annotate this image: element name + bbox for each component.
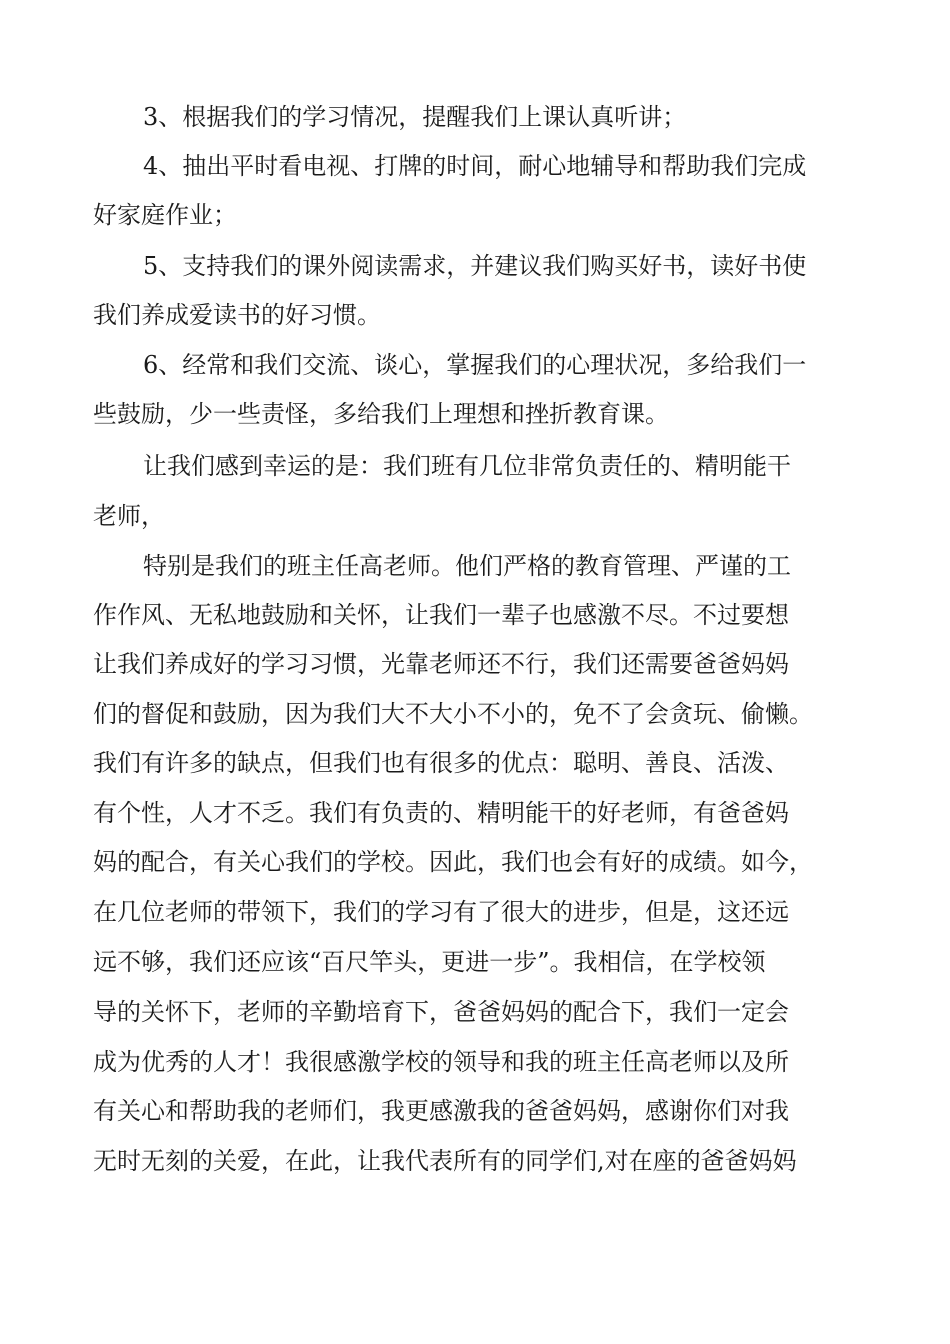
text-line: 好家庭作业； bbox=[93, 201, 237, 229]
text-line: 特别是我们的班主任高老师。他们严格的教育管理、严谨的工 bbox=[143, 552, 791, 580]
text-line: 导的关怀下，老师的辛勤培育下，爸爸妈妈的配合下，我们一定会 bbox=[93, 998, 789, 1026]
text-line: 些鼓励，少一些责怪，多给我们上理想和挫折教育课。 bbox=[93, 400, 669, 428]
text-line: 妈的配合，有关心我们的学校。因此，我们也会有好的成绩。如今， bbox=[93, 848, 813, 876]
text-line: 有个性，人才不乏。我们有负责的、精明能干的好老师，有爸爸妈 bbox=[93, 799, 789, 827]
text-line: 4、抽出平时看电视、打牌的时间，耐心地辅导和帮助我们完成 bbox=[143, 152, 807, 180]
text-line: 无时无刻的关爱，在此，让我代表所有的同学们,对在座的爸爸妈妈 bbox=[93, 1147, 797, 1175]
text-line: 成为优秀的人才！我很感激学校的领导和我的班主任高老师以及所 bbox=[93, 1048, 789, 1076]
text-line: 们的督促和鼓励，因为我们大不大小不小的，免不了会贪玩、偷懒。 bbox=[93, 700, 813, 728]
text-line: 我们有许多的缺点，但我们也有很多的优点：聪明、善良、活泼、 bbox=[93, 749, 789, 777]
text-line: 老师， bbox=[93, 502, 165, 530]
text-line: 作作风、无私地鼓励和关怀，让我们一辈子也感激不尽。不过要想 bbox=[93, 601, 789, 629]
text-line: 我们养成爱读书的好习惯。 bbox=[93, 301, 381, 329]
text-line: 6、经常和我们交流、谈心，掌握我们的心理状况，多给我们一 bbox=[143, 351, 807, 379]
text-line: 5、支持我们的课外阅读需求，并建议我们购买好书，读好书使 bbox=[143, 252, 807, 280]
text-line: 在几位老师的带领下，我们的学习有了很大的进步，但是，这还远 bbox=[93, 898, 789, 926]
text-line: 让我们养成好的学习习惯，光靠老师还不行，我们还需要爸爸妈妈 bbox=[93, 650, 789, 678]
text-line: 让我们感到幸运的是：我们班有几位非常负责任的、精明能干 bbox=[143, 452, 791, 480]
text-line: 远不够，我们还应该“百尺竿头，更进一步”。我相信，在学校领 bbox=[93, 948, 766, 976]
text-line: 有关心和帮助我的老师们，我更感激我的爸爸妈妈，感谢你们对我 bbox=[93, 1097, 789, 1125]
text-line: 3、根据我们的学习情况，提醒我们上课认真听讲； bbox=[143, 103, 687, 131]
